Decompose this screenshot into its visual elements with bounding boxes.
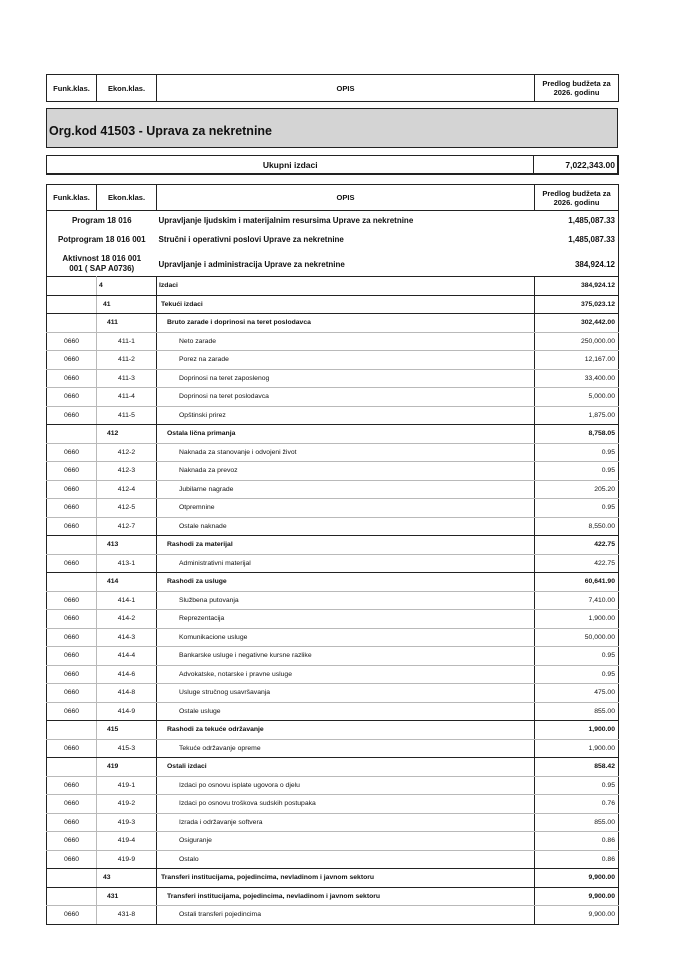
amount-cell: 858.42: [535, 758, 619, 777]
amount-cell: 375,023.12: [535, 295, 619, 314]
amount-cell: 5,000.00: [535, 388, 619, 407]
table-row: [47, 813, 619, 832]
funk-cell: [47, 758, 97, 777]
table-row: [47, 739, 619, 758]
desc-cell: Doprinosi na teret zaposlenog: [157, 369, 535, 388]
amount-cell: 0.86: [535, 832, 619, 851]
amount-cell: 384,924.12: [535, 277, 619, 296]
amount-cell: 855.00: [535, 702, 619, 721]
ekon-cell: 419-4: [97, 832, 157, 851]
ekon-cell: 412-2: [97, 443, 157, 462]
desc-cell: Otpremnine: [157, 499, 535, 518]
second-header-table: [46, 184, 619, 211]
table-row: [47, 536, 619, 555]
ekon-cell: 412-5: [97, 499, 157, 518]
activity-code: [47, 249, 157, 279]
amount-cell: 1,900.00: [535, 739, 619, 758]
desc-cell: Tekuće održavanje opreme: [157, 739, 535, 758]
desc-cell: Rashodi za materijal: [157, 536, 535, 555]
ekon-cell: 411-1: [97, 332, 157, 351]
funk-cell: 0660: [47, 554, 97, 573]
program-code: Program 18 016: [71, 216, 132, 225]
amount-cell: 7,410.00: [535, 591, 619, 610]
header-opis: OPIS: [157, 75, 535, 102]
desc-cell: Usluge stručnog usavršavanja: [157, 684, 535, 703]
table-row: [47, 462, 619, 481]
amount-cell: 1,875.00: [535, 406, 619, 425]
table-row: [47, 314, 619, 333]
table-row: [47, 425, 619, 444]
ekon-cell: 411-4: [97, 388, 157, 407]
expenditure-table: [46, 276, 619, 925]
header2-predlog: [535, 185, 619, 211]
amount-cell: 475.00: [535, 684, 619, 703]
funk-cell: [47, 869, 97, 888]
ekon-cell: 414-1: [97, 591, 157, 610]
ekon-cell: 412: [97, 425, 157, 444]
amount-cell: 33,400.00: [535, 369, 619, 388]
funk-cell: [47, 573, 97, 592]
desc-cell: Jubilarne nagrade: [157, 480, 535, 499]
table-row: [47, 647, 619, 666]
subprogram-amount: 1,485,087.33: [568, 235, 615, 244]
funk-cell: 0660: [47, 499, 97, 518]
desc-cell: Transferi institucijama, pojedincima, nevladinom i javnom sektoru: [157, 887, 535, 906]
table-row: [47, 684, 619, 703]
funk-cell: 0660: [47, 813, 97, 832]
table-row: [47, 721, 619, 740]
table-row: [47, 443, 619, 462]
amount-cell: 0.95: [535, 776, 619, 795]
amount-cell: 9,900.00: [535, 906, 619, 925]
funk-cell: [47, 887, 97, 906]
ekon-cell: 419-1: [97, 776, 157, 795]
desc-cell: Neto zarade: [157, 332, 535, 351]
ekon-cell: 43: [97, 869, 157, 888]
ekon-cell: 412-4: [97, 480, 157, 499]
desc-cell: Komunikacione usluge: [157, 628, 535, 647]
funk-cell: 0660: [47, 332, 97, 351]
amount-cell: 0.86: [535, 850, 619, 869]
table-row: [47, 369, 619, 388]
funk-cell: [47, 314, 97, 333]
ekon-cell: 412-3: [97, 462, 157, 481]
funk-cell: 0660: [47, 462, 97, 481]
desc-cell: Rashodi za tekuće održavanje: [157, 721, 535, 740]
ekon-cell: 419-9: [97, 850, 157, 869]
desc-cell: Službena putovanja: [157, 591, 535, 610]
funk-cell: 0660: [47, 628, 97, 647]
desc-cell: Ostalo: [157, 850, 535, 869]
table-row: [47, 850, 619, 869]
amount-cell: 0.76: [535, 795, 619, 814]
desc-cell: Reprezentacija: [157, 610, 535, 629]
funk-cell: 0660: [47, 388, 97, 407]
table-row: [47, 554, 619, 573]
funk-cell: [47, 425, 97, 444]
funk-cell: 0660: [47, 684, 97, 703]
desc-cell: Izdaci po osnovu troškova sudskih postupaka: [157, 795, 535, 814]
header2-ekon: Ekon.klas.: [97, 185, 157, 211]
desc-cell: Izdaci po osnovu isplate ugovora o djelu: [157, 776, 535, 795]
desc-cell: Naknada za stanovanje i odvojeni život: [157, 443, 535, 462]
amount-cell: 0.95: [535, 499, 619, 518]
ekon-cell: 414-3: [97, 628, 157, 647]
amount-cell: 0.95: [535, 665, 619, 684]
amount-cell: 60,641.90: [535, 573, 619, 592]
desc-cell: Izdaci: [157, 277, 535, 296]
amount-cell: 8,758.05: [535, 425, 619, 444]
desc-cell: Osiguranje: [157, 832, 535, 851]
desc-cell: Opštinski prirez: [157, 406, 535, 425]
amount-cell: 1,900.00: [535, 610, 619, 629]
funk-cell: 0660: [47, 702, 97, 721]
desc-cell: Bankarske usluge i negativne kursne razlike: [157, 647, 535, 666]
total-label: Ukupni izdaci: [47, 156, 534, 175]
ekon-cell: 411-3: [97, 369, 157, 388]
table-row: [47, 906, 619, 925]
amount-cell: 1,900.00: [535, 721, 619, 740]
table-row: [47, 776, 619, 795]
table-row: [47, 332, 619, 351]
funk-cell: [47, 277, 97, 296]
header2-funk: Funk.klas.: [47, 185, 97, 211]
amount-cell: 302,442.00: [535, 314, 619, 333]
amount-cell: 0.95: [535, 462, 619, 481]
ekon-cell: 414-6: [97, 665, 157, 684]
desc-cell: Doprinosi na teret poslodavca: [157, 388, 535, 407]
desc-cell: Transferi institucijama, pojedincima, nevladinom i javnom sektoru: [157, 869, 535, 888]
total-row: [46, 155, 619, 175]
amount-cell: 205.20: [535, 480, 619, 499]
table-row: [47, 702, 619, 721]
funk-cell: 0660: [47, 369, 97, 388]
ekon-cell: 414: [97, 573, 157, 592]
funk-cell: 0660: [47, 517, 97, 536]
table-row: [47, 591, 619, 610]
header-predlog-line2: 2026. godinu: [553, 88, 600, 97]
desc-cell: Ostali transferi pojedincima: [157, 906, 535, 925]
funk-cell: 0660: [47, 776, 97, 795]
ekon-cell: 414-8: [97, 684, 157, 703]
amount-cell: 0.95: [535, 647, 619, 666]
ekon-cell: 411-2: [97, 351, 157, 370]
amount-cell: 422.75: [535, 554, 619, 573]
ekon-cell: 413-1: [97, 554, 157, 573]
ekon-cell: 412-7: [97, 517, 157, 536]
amount-cell: 9,900.00: [535, 869, 619, 888]
desc-cell: Ostali izdaci: [157, 758, 535, 777]
table-row: [47, 832, 619, 851]
funk-cell: 0660: [47, 647, 97, 666]
header-predlog: [535, 75, 619, 102]
amount-cell: 12,167.00: [535, 351, 619, 370]
header-funk: Funk.klas.: [47, 75, 97, 102]
desc-cell: Naknada za prevoz: [157, 462, 535, 481]
funk-cell: 0660: [47, 406, 97, 425]
amount-cell: 855.00: [535, 813, 619, 832]
table-row: [47, 406, 619, 425]
funk-cell: 0660: [47, 443, 97, 462]
funk-cell: [47, 721, 97, 740]
table-row: [47, 628, 619, 647]
table-row: [47, 795, 619, 814]
desc-cell: Administrativni materijal: [157, 554, 535, 573]
table-row: [47, 295, 619, 314]
table-row: [47, 610, 619, 629]
funk-cell: 0660: [47, 795, 97, 814]
table-row: [47, 499, 619, 518]
ekon-cell: 411: [97, 314, 157, 333]
desc-cell: Ostale usluge: [157, 702, 535, 721]
desc-cell: Ostale naknade: [157, 517, 535, 536]
subprogram-code: Potprogram 18 016 001: [57, 235, 146, 244]
top-header-table: [46, 74, 619, 102]
ekon-cell: 414-9: [97, 702, 157, 721]
activity-desc: Upravljanje i administracija Uprave za nekretnine: [158, 259, 345, 269]
org-banner: [46, 108, 618, 148]
program-amount: 1,485,087.33: [568, 216, 615, 225]
ekon-cell: 415: [97, 721, 157, 740]
desc-cell: Advokatske, notarske i pravne usluge: [157, 665, 535, 684]
amount-cell: 8,550.00: [535, 517, 619, 536]
ekon-cell: 431: [97, 887, 157, 906]
table-row: [47, 573, 619, 592]
funk-cell: 0660: [47, 351, 97, 370]
ekon-cell: 414-2: [97, 610, 157, 629]
funk-cell: 0660: [47, 480, 97, 499]
funk-cell: 0660: [47, 665, 97, 684]
amount-cell: 250,000.00: [535, 332, 619, 351]
header-predlog-line1: Predlog budžeta za: [542, 79, 611, 88]
table-row: [47, 758, 619, 777]
desc-cell: Tekući izdaci: [157, 295, 535, 314]
header2-opis: OPIS: [157, 185, 535, 211]
program-table: [46, 211, 619, 279]
header2-predlog-line1: Predlog budžeta za: [542, 188, 611, 198]
activity-code-line1: Aktivnost 18 016 001: [62, 254, 142, 263]
activity-code-line2: 001 ( SAP A0736): [69, 264, 135, 273]
ekon-cell: 411-5: [97, 406, 157, 425]
funk-cell: [47, 536, 97, 555]
desc-cell: Ostala lična primanja: [157, 425, 535, 444]
amount-cell: 50,000.00: [535, 628, 619, 647]
org-title: Org.kod 41503 - Uprava za nekretnine: [49, 124, 273, 138]
header2-predlog-line2: 2026. godinu: [553, 197, 600, 207]
desc-cell: Porez na zarade: [157, 351, 535, 370]
desc-cell: Bruto zarade i doprinosi na teret poslodavca: [157, 314, 535, 333]
ekon-cell: 415-3: [97, 739, 157, 758]
amount-cell: 9,900.00: [535, 887, 619, 906]
table-row: [47, 388, 619, 407]
ekon-cell: 413: [97, 536, 157, 555]
funk-cell: 0660: [47, 591, 97, 610]
ekon-cell: 431-8: [97, 906, 157, 925]
funk-cell: 0660: [47, 610, 97, 629]
table-row: [47, 869, 619, 888]
ekon-cell: 419: [97, 758, 157, 777]
program-desc: Upravljanje ljudskim i materijalnim resursima Uprave za nekretnine: [158, 216, 414, 225]
funk-cell: 0660: [47, 832, 97, 851]
total-amount: 7,022,343.00: [565, 159, 615, 170]
desc-cell: Rashodi za usluge: [157, 573, 535, 592]
table-row: [47, 665, 619, 684]
funk-cell: [47, 295, 97, 314]
amount-cell: 0.95: [535, 443, 619, 462]
activity-amount: 384,924.12: [574, 259, 615, 269]
funk-cell: 0660: [47, 739, 97, 758]
table-row: [47, 480, 619, 499]
table-row: [47, 277, 619, 296]
ekon-cell: 419-2: [97, 795, 157, 814]
table-row: [47, 517, 619, 536]
amount-cell: 422.75: [535, 536, 619, 555]
ekon-cell: 4: [97, 277, 157, 296]
funk-cell: 0660: [47, 850, 97, 869]
ekon-cell: 419-3: [97, 813, 157, 832]
desc-cell: Izrada i održavanje softvera: [157, 813, 535, 832]
ekon-cell: 41: [97, 295, 157, 314]
funk-cell: 0660: [47, 906, 97, 925]
header-ekon: Ekon.klas.: [97, 75, 157, 102]
subprogram-desc: Stručni i operativni poslovi Uprave za nekretnine: [158, 235, 344, 244]
ekon-cell: 414-4: [97, 647, 157, 666]
table-row: [47, 887, 619, 906]
table-row: [47, 351, 619, 370]
